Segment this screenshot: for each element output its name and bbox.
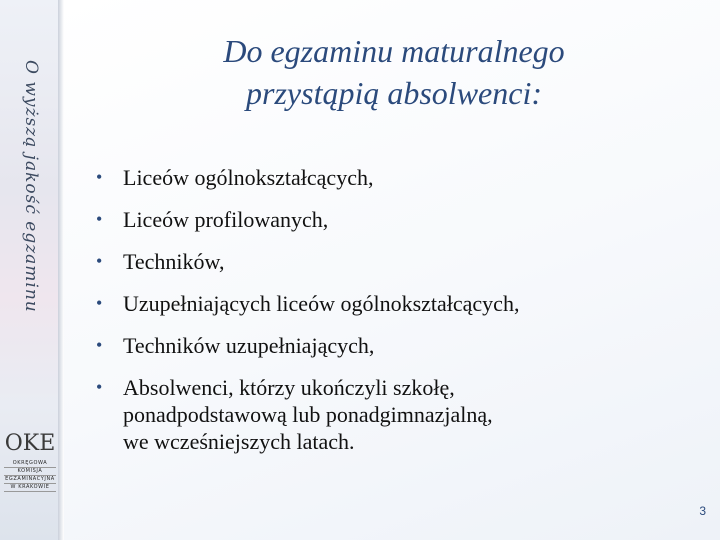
bullet-icon: • [96, 209, 103, 229]
logo-line: EGZAMINACYJNA [5, 476, 55, 482]
sidebar-motto: O wyższą jakość egzaminu [21, 60, 41, 313]
bullet-icon: • [96, 167, 103, 187]
list-item [96, 290, 696, 317]
list-item [96, 248, 696, 275]
list-item-text: Liceów ogólnokształcących, [123, 165, 374, 190]
list-item [96, 332, 696, 359]
list-item-continuation: we wcześniejszych latach. [123, 429, 355, 454]
oke-logo-mark [4, 428, 56, 456]
list-item-text: Absolwenci, którzy ukończyli szkołę, [123, 375, 455, 400]
bullet-icon: • [96, 377, 103, 397]
svg-text:OKE: OKE [4, 431, 56, 456]
slide-content [64, 0, 720, 540]
oke-logo [4, 428, 56, 528]
logo-line: KOMISJA [4, 468, 56, 476]
bullet-icon: • [96, 251, 103, 271]
logo-line: OKRĘGOWA [4, 460, 56, 468]
list-item [96, 164, 696, 191]
list-item-text: Uzupełniających liceów ogólnokształcących, [123, 291, 520, 316]
list-item-text: Liceów profilowanych, [123, 207, 329, 232]
slide-title-line: Do egzaminu maturalnego [223, 33, 565, 69]
list-item-text: Techników uzupełniających, [123, 333, 375, 358]
bullet-list [96, 164, 696, 470]
list-item [96, 374, 696, 455]
sidebar [0, 0, 58, 540]
list-item-continuation: ponadpodstawową lub ponadgimnazjalną, [123, 402, 493, 427]
bullet-icon: • [96, 293, 103, 313]
slide-title-line: przystąpią absolwenci: [246, 75, 542, 111]
list-item [96, 206, 696, 233]
page-number: 3 [699, 504, 706, 518]
logo-line: W KRAKOWIE [4, 484, 56, 492]
slide-title [154, 30, 634, 114]
list-item-text: Techników, [123, 249, 225, 274]
oke-logo-text [4, 460, 56, 492]
bullet-icon: • [96, 335, 103, 355]
